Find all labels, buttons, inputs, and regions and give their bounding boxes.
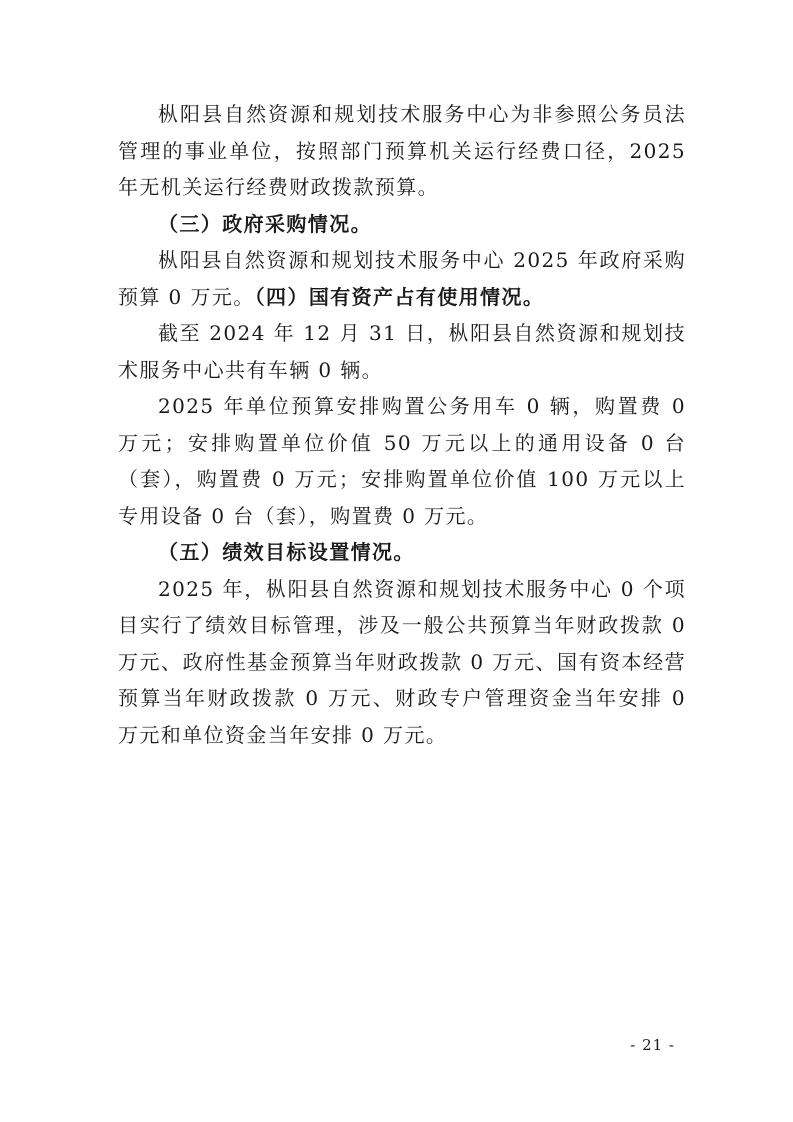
- section-heading-assets: （四）国有资产占有使用情况。: [254, 284, 545, 309]
- section-heading-performance: （五）绩效目标设置情况。: [158, 540, 415, 564]
- document-body: [118, 96, 686, 753]
- section-heading-procurement: （三）政府采购情况。: [158, 211, 372, 236]
- paragraph-purchases: 2025 年单位预算安排购置公务用车 0 辆，购置费 0 万元；安排购置单位价值 50 万元以上的通用设备 0 台（套），购置费 0 万元；安排购置单位价值 100 万元以上专用设备 0 台（套），购置费 0 万元。: [118, 394, 686, 528]
- procurement-text: 枞阳县自然资源和规划技术服务中心 2025 年政府采购预算 0 万元。: [118, 248, 686, 309]
- page-number: - 21 -: [630, 1036, 675, 1054]
- paragraph-operating-expenses: 枞阳县自然资源和规划技术服务中心为非参照公务员法管理的事业单位，按照部门预算机关运行经费口径，2025年无机关运行经费财政拨款预算。: [118, 102, 686, 199]
- paragraph-performance: 2025 年，枞阳县自然资源和规划技术服务中心 0 个项目实行了绩效目标管理，涉及一般公共预算当年财政拨款 0 万元、政府性基金预算当年财政拨款 0 万元、国有资本经营预算当年财政拨款 0 万元、财政专户管理资金当年安排 0 万元和单位资金当年安排 0 万元。: [118, 576, 686, 747]
- paragraph-procurement: [118, 242, 686, 315]
- paragraph-vehicles: 截至 2024 年 12 月 31 日，枞阳县自然资源和规划技术服务中心共有车辆 0 辆。: [118, 321, 686, 382]
